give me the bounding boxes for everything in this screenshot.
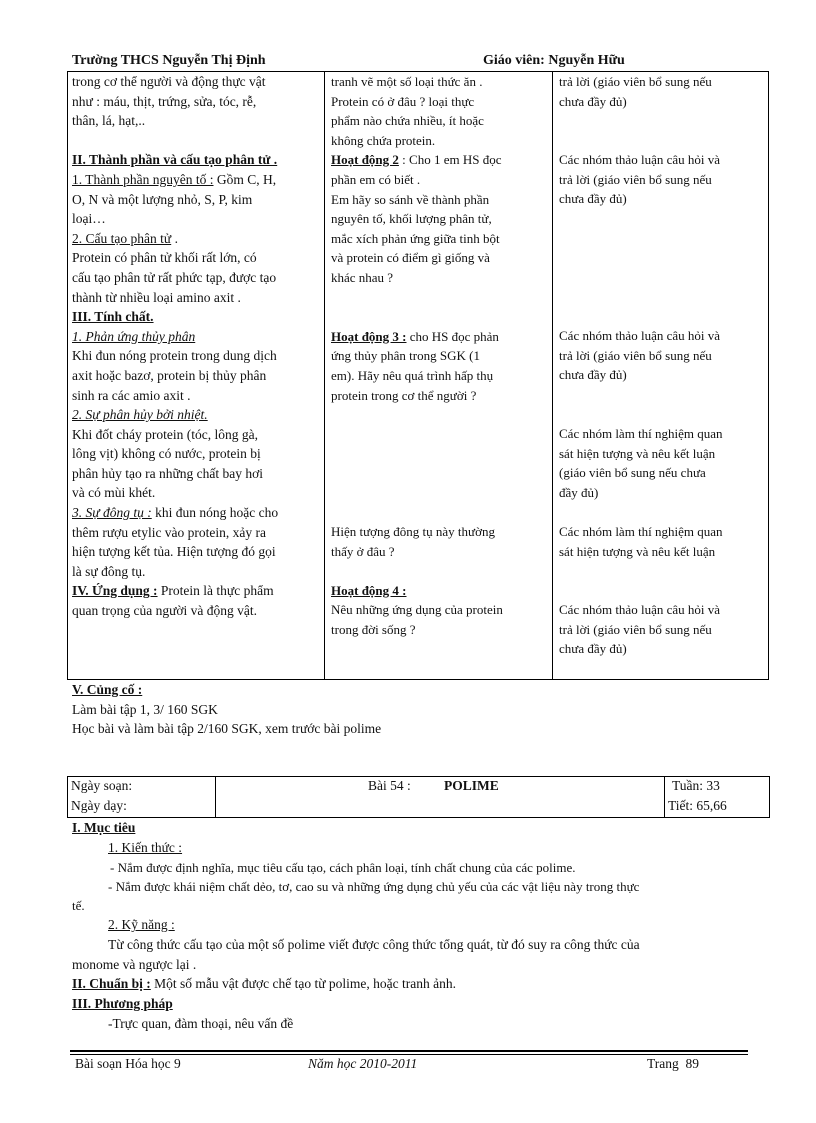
text-run: : Cho 1 em HS đọc bbox=[398, 152, 502, 168]
text-line: trả lời (giáo viên bổ sung nếu bbox=[559, 74, 712, 89]
skills-line: Từ công thức cấu tạo của một số polime viết được công thức tổng quát, từ đó suy ra công thức của bbox=[108, 937, 640, 952]
table-right-border bbox=[768, 71, 769, 680]
student-col-block-2 bbox=[559, 150, 720, 209]
text-line: Em hãy so sánh về thành phần bbox=[331, 191, 490, 207]
text-line: nguyên tố, khối lượng phân tử, bbox=[331, 211, 492, 227]
activity-col-content-lower bbox=[331, 522, 549, 640]
lesson-col-content bbox=[72, 72, 278, 621]
text-line: Các nhóm làm thí nghiệm quan bbox=[559, 426, 723, 441]
text-line: ứng thủy phân trong SGK (1 bbox=[331, 348, 480, 364]
text-run: khi đun nóng hoặc cho bbox=[151, 505, 279, 521]
section-heading: III. Tính chất. bbox=[72, 309, 154, 325]
text-line: Hiện tượng đông tụ này thường bbox=[331, 524, 495, 539]
footer-school-year: Năm học 2010-2011 bbox=[308, 1056, 418, 1071]
subheading: 2. Sự phân hủy bởi nhiệt. bbox=[72, 407, 208, 423]
knowledge-line: - Nắm được định nghĩa, mục tiêu cấu tạo, cách phân loại, tính chất chung của các polime. bbox=[110, 860, 576, 875]
text-line: O, N và một lượng nhỏ, S, P, kim bbox=[72, 191, 253, 207]
text-line: sát hiện tượng và nêu kết luận bbox=[559, 543, 716, 559]
section-heading: IV. Ứng dụng : bbox=[72, 583, 158, 599]
text-line bbox=[331, 150, 549, 170]
text-line bbox=[72, 503, 278, 523]
knowledge-heading: 1. Kiến thức : bbox=[108, 840, 183, 855]
text-line bbox=[72, 170, 278, 190]
text-line: phần em có biết . bbox=[331, 171, 421, 187]
student-col-block-5 bbox=[559, 522, 723, 561]
text-line bbox=[72, 581, 278, 601]
knowledge-line: - Nắm được khái niệm chất dẻo, tơ, cao su và những ứng dụng chủ yếu của các vật liệu này trong thực bbox=[108, 879, 640, 894]
text-line: và protein có điểm gì giống và bbox=[331, 250, 490, 266]
text-line: trả lời (giáo viên bổ sung nếu bbox=[559, 347, 712, 363]
text-run: . bbox=[171, 230, 178, 246]
student-col-block-6 bbox=[559, 600, 720, 659]
text-line: Khi đun nóng protein trong dung dịch bbox=[72, 348, 277, 364]
text-run: Protein là thực phẩm bbox=[157, 583, 274, 599]
student-col-block-4 bbox=[559, 424, 723, 502]
text-line: Khi đốt cháy protein (tóc, lông gà, bbox=[72, 426, 258, 442]
footer-page-number: Trang 89 bbox=[647, 1056, 700, 1071]
activity-heading: Hoạt động 4 : bbox=[331, 582, 407, 598]
text-line bbox=[331, 327, 549, 347]
info-table-divider-1 bbox=[215, 776, 216, 817]
text-line: mắc xích phản ứng giữa tinh bột bbox=[331, 230, 500, 246]
text-line bbox=[72, 229, 278, 249]
skills-heading: 2. Kỹ năng : bbox=[108, 917, 175, 932]
text-line: chưa đầy đủ) bbox=[559, 191, 627, 207]
subheading: 3. Sự đông tụ : bbox=[72, 505, 152, 521]
skills-line: monome và ngược lại . bbox=[72, 957, 197, 972]
section-heading: II. Thành phần và cấu tạo phân tử . bbox=[72, 152, 278, 168]
ngay-day-label: Ngày dạy: bbox=[71, 798, 127, 813]
text-line: Học bài và làm bài tập 2/160 SGK, xem trước bài polime bbox=[72, 721, 382, 737]
text-line: protein trong cơ thể người ? bbox=[331, 387, 477, 403]
subheading: 1. Phản ứng thủy phân bbox=[72, 328, 196, 344]
text-line: khác nhau ? bbox=[331, 269, 394, 285]
consolidation-section bbox=[72, 680, 381, 739]
text-line: lông vịt) không có nước, protein bị bbox=[72, 446, 261, 462]
text-line: chưa đầy đủ) bbox=[559, 641, 627, 657]
methods-text: -Trực quan, đàm thoại, nêu vấn đề bbox=[108, 1016, 294, 1031]
text-line: loại… bbox=[72, 211, 106, 227]
text-line: hiện tượng kết tủa. Hiện tượng đó gọi bbox=[72, 544, 276, 560]
text-run: Gồm C, H, bbox=[213, 171, 277, 187]
text-line: Làm bài tập 1, 3/ 160 SGK bbox=[72, 701, 218, 717]
period-label: Tiết: 65,66 bbox=[668, 798, 727, 813]
text-line: chưa đầy đủ) bbox=[559, 367, 627, 383]
text-line: sinh ra các amio axit . bbox=[72, 387, 191, 403]
activity-heading: Hoạt động 3 : bbox=[331, 328, 407, 344]
info-table-divider-2 bbox=[664, 776, 665, 817]
text-line: Nêu những ứng dụng của protein bbox=[331, 602, 503, 618]
ngay-soan-label: Ngày soạn: bbox=[71, 778, 133, 793]
blank-line bbox=[331, 288, 549, 308]
lesson-number: Bài 54 : bbox=[368, 778, 411, 793]
subheading: 2. Cấu tạo phân tử bbox=[72, 230, 172, 246]
text-line: là sự đông tụ. bbox=[72, 563, 146, 579]
preparation-line bbox=[72, 976, 456, 992]
preparation-heading: II. Chuẩn bị : bbox=[72, 976, 151, 991]
text-line: trong cơ thể người và động thực vật bbox=[72, 74, 266, 89]
text-line: trả lời (giáo viên bổ sung nếu bbox=[559, 171, 712, 187]
table-left-border bbox=[67, 71, 68, 680]
text-line: Protein có ở đâu ? loại thực bbox=[331, 93, 475, 109]
text-line: thành từ nhiều loại amino axit . bbox=[72, 289, 241, 305]
text-line: tranh vẽ một số loại thức ăn . bbox=[331, 74, 483, 89]
text-line: em). Hãy nêu quá trình hấp thụ bbox=[331, 367, 494, 383]
activity-heading: Hoạt động 2 bbox=[331, 152, 399, 168]
text-line: phẩm nào chứa nhiều, ít hoặc bbox=[331, 113, 484, 129]
subheading: 1. Thành phần nguyên tố : bbox=[72, 171, 214, 187]
blank-line bbox=[331, 561, 549, 581]
text-line: chưa đầy đủ) bbox=[559, 93, 627, 109]
blank-line bbox=[331, 307, 549, 327]
text-line: cấu tạo phân tử rất phức tạp, được tạo bbox=[72, 269, 277, 285]
text-line: thân, lá, hạt,.. bbox=[72, 113, 146, 129]
activity-col-content bbox=[331, 72, 549, 405]
teacher-name: Giáo viên: Nguyễn Hữu bbox=[483, 53, 625, 68]
school-name: Trường THCS Nguyễn Thị Định bbox=[72, 53, 266, 68]
text-line: Protein có phân tử khối rất lớn, có bbox=[72, 250, 257, 266]
text-line: trong đời sống ? bbox=[331, 621, 416, 637]
knowledge-line: tế. bbox=[72, 898, 85, 913]
text-line: axit hoặc bazơ, protein bị thủy phân bbox=[72, 367, 267, 383]
blank-line bbox=[72, 131, 278, 151]
student-col-block-1 bbox=[559, 72, 712, 111]
preparation-text: Một số mẫu vật được chế tạo từ polime, hoặc tranh ảnh. bbox=[150, 976, 456, 991]
text-run: cho HS đọc phản bbox=[406, 328, 499, 344]
lesson-title: POLIME bbox=[444, 778, 499, 793]
text-line: quan trọng của người và động vật. bbox=[72, 603, 258, 619]
text-line: Các nhóm làm thí nghiệm quan bbox=[559, 524, 723, 539]
objectives-heading: I. Mục tiêu bbox=[72, 820, 136, 835]
section-heading: V. Củng cố : bbox=[72, 682, 143, 697]
footer-subject: Bài soạn Hóa học 9 bbox=[75, 1056, 181, 1071]
text-line: không chứa protein. bbox=[331, 132, 436, 148]
text-line: thêm rượu etylic vào protein, xảy ra bbox=[72, 524, 267, 540]
text-line: Các nhóm thảo luận câu hỏi và bbox=[559, 328, 721, 343]
text-line: đầy đủ) bbox=[559, 484, 599, 500]
text-line: như : máu, thịt, trứng, sửa, tóc, rễ, bbox=[72, 93, 257, 109]
table-divider-1 bbox=[324, 71, 325, 680]
student-col-block-3 bbox=[559, 326, 720, 385]
text-line: sát hiện tượng và nêu kết luận bbox=[559, 445, 716, 461]
table-divider-2 bbox=[552, 71, 553, 680]
text-line: trả lời (giáo viên bổ sung nếu bbox=[559, 621, 712, 637]
text-line: và có mùi khét. bbox=[72, 485, 156, 501]
text-line: (giáo viên bổ sung nếu chưa bbox=[559, 465, 706, 481]
footer-rule-top bbox=[70, 1050, 748, 1052]
text-line: Các nhóm thảo luận câu hỏi và bbox=[559, 152, 721, 167]
footer-rule-bottom bbox=[70, 1054, 748, 1055]
text-line: Các nhóm thảo luận câu hỏi và bbox=[559, 602, 721, 617]
week-label: Tuần: 33 bbox=[672, 778, 720, 793]
text-line: thấy ở đâu ? bbox=[331, 543, 395, 559]
methods-heading: III. Phương pháp bbox=[72, 996, 173, 1011]
text-line: phân hủy tạo ra những chất bay hơi bbox=[72, 465, 264, 481]
